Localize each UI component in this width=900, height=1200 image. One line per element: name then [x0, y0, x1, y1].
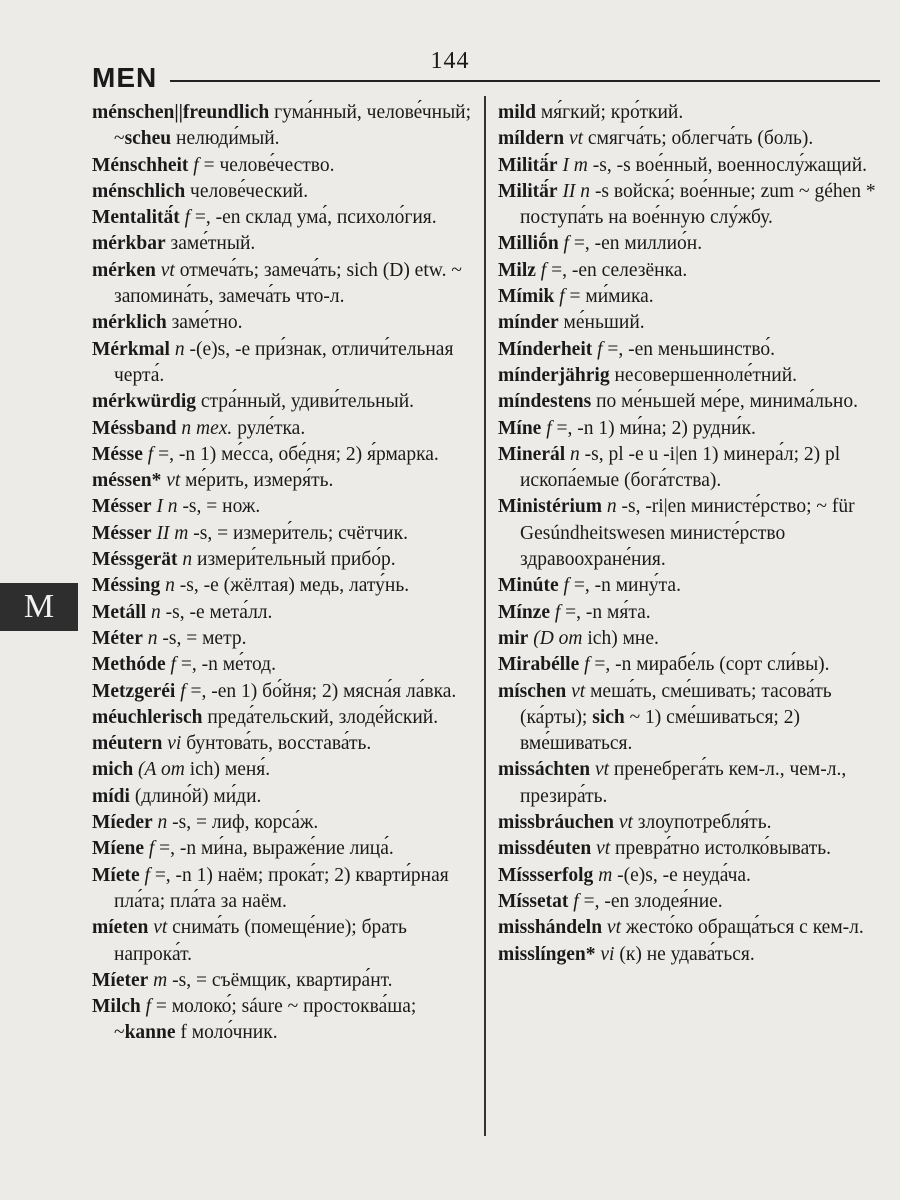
entry-definition: =, -n 1) ме́сса, обе́дня; 2) я́рмарка. — [153, 443, 439, 465]
entry-definition: злоупотребля́ть. — [632, 812, 772, 834]
dictionary-entry — [92, 231, 472, 257]
entry-definition: -s, = лиф, корса́ж. — [167, 812, 319, 834]
entry-headword: míschen — [498, 680, 567, 702]
entry-headword: missbráuchen — [498, 812, 614, 834]
dictionary-entry — [498, 679, 878, 758]
entry-headword: kanne — [124, 1022, 176, 1044]
dictionary-entry — [498, 416, 878, 442]
entry-definition: -s, = нож. — [177, 496, 261, 518]
entry-headword: Mímik — [498, 286, 555, 308]
entry-headword: Mésser — [92, 522, 152, 544]
entry-headword: Mésser — [92, 496, 152, 518]
column-divider — [484, 96, 486, 1136]
dictionary-entry — [92, 547, 472, 573]
dictionary-entry — [498, 363, 878, 389]
entry-headword: scheu — [124, 128, 172, 150]
entry-headword: míndestens — [498, 391, 592, 413]
entry-definition: -s, = метр. — [157, 627, 247, 649]
entry-definition: жесто́ко обраща́ться с кем-л. — [621, 917, 864, 939]
dictionary-entry — [498, 573, 878, 599]
dictionary-entry — [498, 126, 878, 152]
entry-headword: Milliṓn — [498, 233, 559, 255]
right-column — [498, 100, 878, 968]
entry-headword: mídi — [92, 785, 130, 807]
entry-grammar: vt — [602, 917, 621, 939]
entry-definition: пренебрега́ть кем-л., чем-л., презира́ть. — [520, 759, 847, 807]
dictionary-entry — [92, 494, 472, 520]
entry-headword: Míete — [92, 864, 140, 886]
entry-grammar: f — [175, 680, 186, 702]
dictionary-entry — [498, 915, 878, 941]
entry-headword: Milch — [92, 996, 141, 1018]
entry-headword: Míssserfolg — [498, 864, 594, 886]
dictionary-entry — [92, 416, 472, 442]
page-number: 144 — [430, 48, 470, 74]
entry-definition: = челове́чество. — [198, 154, 335, 176]
entry-headword: Mínderheit — [498, 338, 593, 360]
entry-grammar: f — [558, 233, 569, 255]
entry-headword: Míene — [92, 838, 144, 860]
entry-grammar: f — [179, 207, 191, 229]
entry-definition: снима́ть (помеще́ние); брать напрока́т. — [114, 917, 407, 965]
entry-headword: Mirabélle — [498, 654, 580, 676]
entry-headword: Méssgerät — [92, 549, 178, 571]
dictionary-entry — [92, 731, 472, 757]
entry-definition: отмеча́ть; замеча́ть; sich (D) etw. ~ запомина́ть, замеча́ть что-л. — [114, 259, 462, 308]
entry-grammar: f — [549, 601, 561, 623]
dictionary-entry — [498, 179, 878, 232]
entry-headword: Minerál — [498, 443, 566, 465]
entry-grammar: I m — [557, 154, 588, 176]
entry-grammar: vt — [613, 812, 633, 834]
dictionary-entry — [92, 153, 472, 179]
dictionary-entry — [498, 942, 878, 968]
entry-headword: missáchten — [498, 759, 591, 781]
entry-headword: Metáll — [92, 601, 147, 623]
dictionary-entry — [498, 153, 878, 179]
running-head: MEN — [92, 62, 158, 93]
dictionary-entry — [92, 836, 472, 862]
entry-definition: = ми́мика. — [564, 286, 654, 308]
entry-definition: ich) меня́. — [184, 759, 271, 781]
entry-headword: Méssband — [92, 417, 177, 439]
entry-grammar: vt — [148, 917, 168, 939]
entry-headword: Mésse — [92, 443, 143, 465]
entry-grammar: f — [140, 996, 152, 1018]
entry-grammar: n — [601, 496, 617, 518]
entry-grammar: vt — [591, 838, 611, 860]
entry-definition: ме́рить, измеря́ть. — [180, 470, 334, 492]
entry-definition: стра́нный, удиви́тельный. — [196, 391, 415, 413]
entry-headword: Ministérium — [498, 496, 602, 518]
dictionary-entry — [92, 468, 472, 494]
entry-headword: Méter — [92, 627, 143, 649]
entry-grammar: m — [593, 864, 613, 886]
dictionary-entry — [92, 757, 472, 783]
entry-headword: Milz — [498, 259, 536, 281]
dictionary-entry — [498, 626, 878, 652]
dictionary-entry — [92, 258, 472, 311]
entry-headword: mir — [498, 627, 529, 649]
entry-headword: mérken — [92, 259, 156, 281]
dictionary-entry — [498, 258, 878, 284]
entry-definition: бунтова́ть, восстава́ть. — [181, 733, 372, 755]
dictionary-entry — [498, 100, 878, 126]
dictionary-entry — [92, 626, 472, 652]
entry-definition: =, -n ми́на, выраже́ние лица́. — [154, 838, 394, 860]
entry-grammar: vt — [590, 759, 610, 781]
entry-headword: Mínze — [498, 601, 550, 623]
entry-headword: Methóde — [92, 654, 166, 676]
entry-grammar: n — [152, 812, 168, 834]
entry-definition: преда́тельский, злоде́йский. — [202, 706, 439, 728]
entry-definition: =, -en меньшинство́. — [602, 338, 776, 360]
entry-grammar: n — [169, 338, 185, 360]
entry-grammar: f — [592, 338, 603, 360]
dictionary-entry — [92, 442, 472, 468]
entry-grammar: vt — [161, 470, 181, 492]
dictionary-entry — [92, 810, 472, 836]
entry-grammar: f — [142, 443, 154, 465]
entry-grammar: f — [139, 864, 150, 886]
entry-grammar: I n — [151, 496, 178, 518]
entry-definition: смягча́ть; облегча́ть (боль). — [583, 128, 814, 150]
entry-definition: ме́ньший. — [558, 312, 645, 334]
entry-grammar: f — [554, 286, 565, 308]
dictionary-entry — [92, 573, 472, 599]
dictionary-entry — [92, 337, 472, 390]
entry-headword: méuchlerisch — [92, 706, 203, 728]
dictionary-entry — [92, 652, 472, 678]
entry-definition: =, -en селезёнка. — [546, 259, 688, 281]
entry-grammar: f — [568, 890, 579, 912]
entry-headword: misslíngen* — [498, 943, 596, 965]
entry-definition: =, -en миллио́н. — [568, 233, 703, 255]
dictionary-entry — [92, 389, 472, 415]
entry-grammar: (A om — [133, 759, 185, 781]
entry-headword: ménschlich — [92, 180, 186, 202]
entry-definition: мя́гкий; кро́ткий. — [535, 102, 684, 123]
entry-grammar: f — [541, 417, 552, 439]
entry-definition: (длино́й) ми́ди. — [129, 785, 262, 807]
dictionary-entry — [498, 652, 878, 678]
header-rule — [170, 80, 880, 82]
entry-grammar: n — [177, 549, 193, 571]
entry-definition: челове́ческий. — [185, 180, 309, 202]
entry-headword: sich — [592, 706, 625, 728]
entry-grammar: vt — [564, 128, 584, 150]
entry-grammar: f — [188, 154, 199, 176]
entry-headword: Míeter — [92, 969, 149, 991]
entry-grammar: vi — [162, 733, 182, 755]
entry-headword: mérkwürdig — [92, 391, 196, 413]
dictionary-entry — [92, 521, 472, 547]
entry-headword: mérklich — [92, 312, 167, 334]
entry-definition: нелюди́мый. — [171, 128, 280, 150]
dictionary-entry — [498, 757, 878, 810]
entry-headword: Ménschheit — [92, 154, 189, 176]
entry-headword: missdéuten — [498, 838, 592, 860]
entry-definition: измери́тельный прибо́р. — [192, 549, 396, 571]
dictionary-entry — [92, 994, 472, 1047]
entry-headword: míldern — [498, 128, 565, 150]
entry-definition: =, -en склад ума́, психоло́гия. — [190, 207, 437, 229]
dictionary-entry — [498, 600, 878, 626]
entry-grammar: II n — [557, 180, 591, 202]
dictionary-entry — [92, 863, 472, 916]
entry-grammar: m — [148, 969, 168, 991]
dictionary-entry — [92, 179, 472, 205]
entry-grammar: f — [143, 838, 155, 860]
entry-grammar: n — [565, 443, 580, 465]
entry-headword: méssen* — [92, 470, 162, 492]
entry-definition: -s, -ri|en министе́рство; ~ für Gesúndheitswesen министе́рство здравоохране́ния. — [520, 496, 855, 571]
dictionary-entry — [92, 100, 472, 153]
entry-definition: -s, = съёмщик, квартира́нт. — [167, 969, 393, 991]
entry-definition: =, -n мя́та. — [560, 601, 651, 623]
entry-definition: -s, pl -e u -i|en 1) минера́л; 2) pl ископа́емые (бога́тства). — [520, 443, 841, 492]
dictionary-entry — [498, 863, 878, 889]
entry-definition: несовершенноле́тний. — [609, 364, 798, 386]
entry-definition: превра́тно истолко́вывать. — [610, 838, 832, 860]
entry-grammar: f — [579, 654, 590, 676]
entry-grammar: vt — [566, 680, 586, 702]
dictionary-entry — [92, 679, 472, 705]
entry-definition: =, -n 1) наём; прока́т; 2) кварти́рная пла́та; пла́та за наём. — [114, 864, 449, 912]
entry-grammar: (D om — [528, 627, 583, 649]
entry-grammar: vt — [155, 259, 175, 281]
entry-headword: Militä́r — [498, 154, 558, 176]
entry-definition: -s, -e мета́лл. — [160, 601, 273, 623]
dictionary-entry — [92, 705, 472, 731]
entry-headword: Míeder — [92, 812, 153, 834]
entry-headword: Míssetat — [498, 890, 569, 912]
entry-definition: =, -n 1) ми́на; 2) рудни́к. — [551, 417, 756, 439]
dictionary-entry — [498, 231, 878, 257]
dictionary-entry — [498, 494, 878, 573]
entry-definition: гума́нный, челове́чный; ~ — [114, 102, 472, 150]
entry-definition: =, -en злодея́ние. — [578, 890, 723, 912]
entry-headword: Mérkmal — [92, 338, 170, 360]
entry-definition: =, -en 1) бо́йня; 2) мясна́я ла́вка. — [185, 680, 457, 702]
entry-definition: =, -n мину́та. — [568, 575, 681, 597]
dictionary-entry — [498, 310, 878, 336]
dictionary-entry — [498, 284, 878, 310]
entry-grammar: n — [160, 575, 175, 597]
entry-definition: -s, -s вое́нный, военнослу́жащий. — [587, 154, 868, 176]
entry-grammar: n — [142, 627, 158, 649]
entry-headword: mild — [498, 102, 536, 123]
entry-definition: руле́тка. — [232, 417, 306, 439]
entry-definition: =, -n ме́тод. — [175, 654, 276, 676]
dictionary-entry — [498, 889, 878, 915]
entry-definition: ich) мне. — [582, 627, 659, 649]
entry-definition: -(e)s, -e при́знак, отличи́тельная черта́. — [114, 338, 454, 386]
entry-definition: по ме́ньшей ме́ре, минима́льно. — [591, 391, 858, 413]
entry-headword: Méssing — [92, 575, 161, 597]
dictionary-entry — [92, 205, 472, 231]
dictionary-entry — [92, 968, 472, 994]
entry-headword: mich — [92, 759, 134, 781]
entry-definition: меша́ть, сме́шивать; тасова́ть (ка́рты); — [520, 680, 832, 728]
entry-headword: mérkbar — [92, 233, 166, 255]
entry-definition: ~ 1) сме́шиваться; 2) вме́шиваться. — [520, 706, 800, 755]
entry-definition: (к) не удава́ться. — [614, 943, 755, 965]
dictionary-entry — [498, 389, 878, 415]
entry-headword: Metzgeréi — [92, 680, 176, 702]
dictionary-entry — [92, 600, 472, 626]
entry-headword: misshándeln — [498, 917, 603, 939]
entry-headword: mínderjährig — [498, 364, 610, 386]
thumb-index-tab: M — [0, 583, 78, 631]
entry-headword: Minúte — [498, 575, 559, 597]
dictionary-entry — [498, 337, 878, 363]
entry-grammar: II m — [151, 522, 189, 544]
entry-grammar: n — [146, 601, 161, 623]
entry-headword: mínder — [498, 312, 559, 334]
entry-headword: méutern — [92, 733, 163, 755]
dictionary-entry — [498, 836, 878, 862]
left-column — [92, 100, 472, 1047]
entry-grammar: f — [558, 575, 569, 597]
dictionary-entry — [92, 310, 472, 336]
entry-definition: =, -n мирабе́ль (сорт сли́вы). — [589, 654, 830, 676]
dictionary-entry — [498, 442, 878, 495]
entry-definition: заме́тно. — [166, 312, 243, 334]
entry-grammar: f — [535, 259, 547, 281]
entry-definition: -s войска́; вое́нные; zum ~ géhen * поступа́ть на вое́нную слу́жбу. — [520, 180, 876, 229]
entry-headword: Míne — [498, 417, 542, 439]
entry-grammar: f — [165, 654, 176, 676]
entry-grammar: vi — [595, 943, 615, 965]
entry-grammar: n mex. — [176, 417, 233, 439]
entry-definition: -s, = измери́тель; счётчик. — [188, 522, 408, 544]
entry-headword: Militä́r — [498, 180, 558, 202]
entry-headword: ménschen||freundlich — [92, 102, 270, 123]
dictionary-entry — [92, 915, 472, 968]
dictionary-entry — [498, 810, 878, 836]
entry-definition: заме́тный. — [165, 233, 256, 255]
entry-definition: f моло́чник. — [175, 1022, 278, 1044]
entry-definition: = молоко́; sáure ~ простоква́ша; ~ — [114, 996, 417, 1044]
dictionary-entry — [92, 784, 472, 810]
entry-headword: míeten — [92, 917, 149, 939]
entry-definition: -(e)s, -e неуда́ча. — [612, 864, 751, 886]
entry-definition: -s, -e (жёлтая) медь, лату́нь. — [174, 575, 410, 597]
entry-headword: Mentalitä́t — [92, 207, 180, 229]
